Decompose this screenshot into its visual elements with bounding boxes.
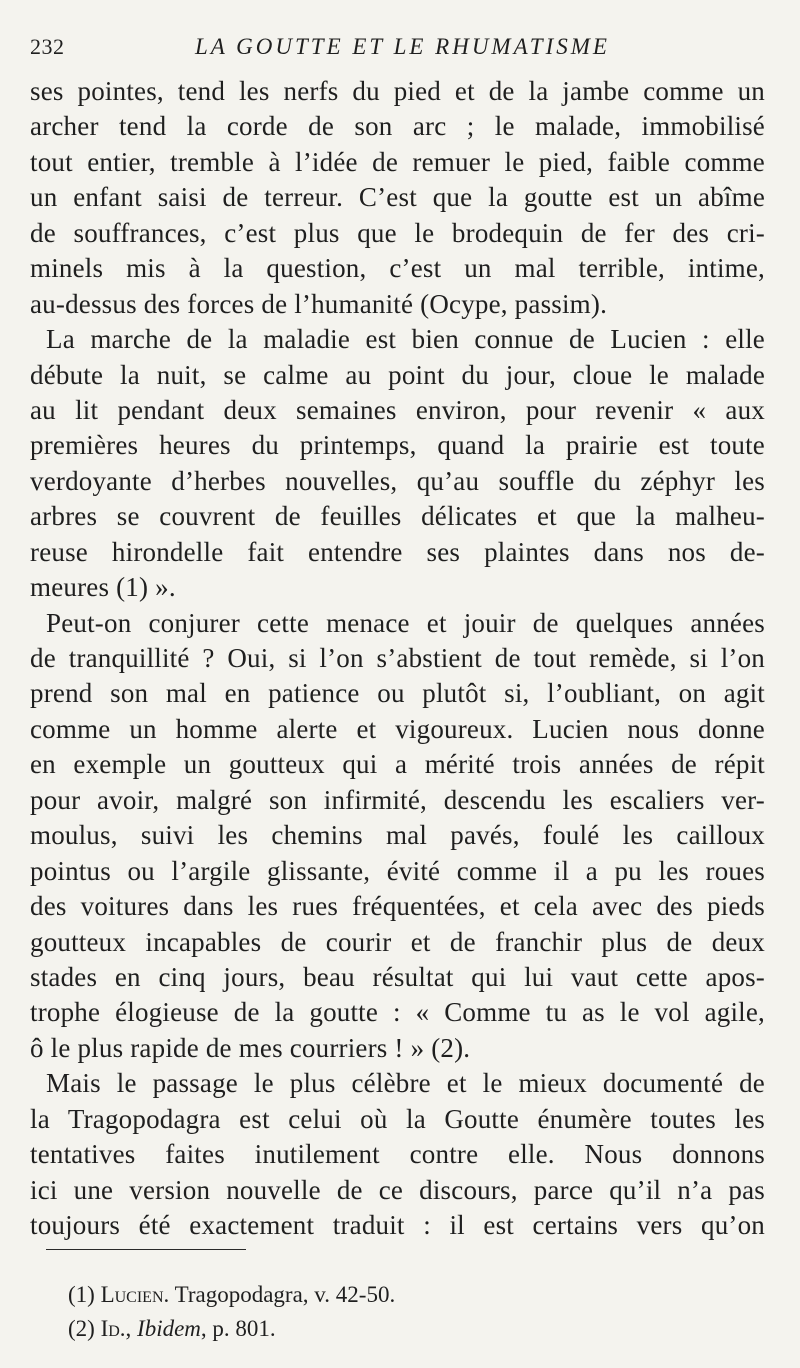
footnote-author: Lucien. xyxy=(100,1282,170,1307)
text-line: ici une version nouvelle de ce discours, parce qu’il n’a pas xyxy=(30,1174,765,1205)
text-line: débute la nuit, se calme au point du jour, cloue le malade xyxy=(30,359,765,390)
footnote-divider xyxy=(46,1249,246,1250)
text-line: prend son mal en patience ou plutôt si, l’oubliant, on agit xyxy=(30,678,765,709)
footnote xyxy=(68,1278,568,1312)
text-line: Peut-on conjurer cette menace et jouir de quelques années xyxy=(46,607,765,638)
running-title: LA GOUTTE ET LE RHUMATISME xyxy=(195,34,610,59)
text-line: Mais le passage le plus célèbre et le mieux documenté de xyxy=(46,1068,765,1099)
footnotes xyxy=(68,1278,568,1346)
footnote-marker: (2) xyxy=(68,1316,95,1341)
footnote-reference: , p. 801. xyxy=(200,1316,276,1341)
text-line: La marche de la maladie est bien connue de Lucien : elle xyxy=(46,324,765,355)
footnote-reference: , v. 42-50. xyxy=(302,1282,396,1307)
text-line: tentatives faites inutilement contre elle. Nous donnons xyxy=(30,1139,765,1170)
main-text xyxy=(30,74,765,1243)
text-line: pour avoir, malgré son infirmité, descendu les escaliers ver- xyxy=(30,784,765,815)
text-line: reuse hirondelle fait entendre ses plaintes dans nos de- xyxy=(30,536,765,567)
text-line: tout entier, tremble à l’idée de remuer le pied, faible comme xyxy=(30,146,765,177)
text-line: minels mis à la question, c’est un mal terrible, intime, xyxy=(30,253,765,284)
footnote-marker: (1) xyxy=(68,1282,95,1307)
footnote xyxy=(68,1312,568,1346)
footnote-work: Ibidem xyxy=(137,1316,201,1341)
text-line: archer tend la corde de son arc ; le malade, immobilisé xyxy=(30,111,765,142)
footnote-author: Id., xyxy=(100,1316,132,1341)
text-line: meures (1) ». xyxy=(30,572,176,603)
text-line: ô le plus rapide de mes courriers ! » (2). xyxy=(30,1032,471,1063)
text-line: un enfant saisi de terreur. C’est que la goutte est un abîme xyxy=(30,182,765,213)
footnote-work: Tragopodagra xyxy=(174,1282,303,1307)
text-line: de souffrances, c’est plus que le brodequin de fer des cri- xyxy=(30,217,765,248)
page-number: 232 xyxy=(30,34,65,59)
text-line: au-dessus des forces de l’humanité (Ocype, passim). xyxy=(30,288,608,319)
text-line: comme un homme alerte et vigoureux. Lucien nous donne xyxy=(30,713,765,744)
text-line: la Tragopodagra est celui où la Goutte énumère toutes les xyxy=(30,1103,765,1134)
text-line: pointus ou l’argile glissante, évité comme il a pu les roues xyxy=(30,855,765,886)
text-line: de tranquillité ? Oui, si l’on s’abstient de tout remède, si l’on xyxy=(30,643,765,673)
text-line: goutteux incapables de courir et de franchir plus de deux xyxy=(30,926,765,957)
text-line: des voitures dans les rues fréquentées, et cela avec des pieds xyxy=(30,891,765,922)
text-line: stades en cinq jours, beau résultat qui lui vaut cette apos- xyxy=(30,961,765,992)
text-line: toujours été exactement traduit : il est certains vers qu’on xyxy=(30,1210,765,1240)
text-line: premières heures du printemps, quand la prairie est toute xyxy=(30,430,765,461)
text-line: moulus, suivi les chemins mal pavés, foulé les cailloux xyxy=(30,820,765,851)
text-line: au lit pendant deux semaines environ, pour revenir « aux xyxy=(30,394,765,425)
page-header xyxy=(30,34,770,64)
text-line: trophe élogieuse de la goutte : « Comme tu as le vol agile, xyxy=(30,997,765,1028)
text-line: verdoyante d’herbes nouvelles, qu’au souffle du zéphyr les xyxy=(30,465,765,496)
text-line: arbres se couvrent de feuilles délicates et que la malheu- xyxy=(30,501,765,532)
text-line: ses pointes, tend les nerfs du pied et de la jambe comme un xyxy=(30,76,765,106)
text-line: en exemple un goutteux qui a mérité trois années de répit xyxy=(30,749,765,780)
